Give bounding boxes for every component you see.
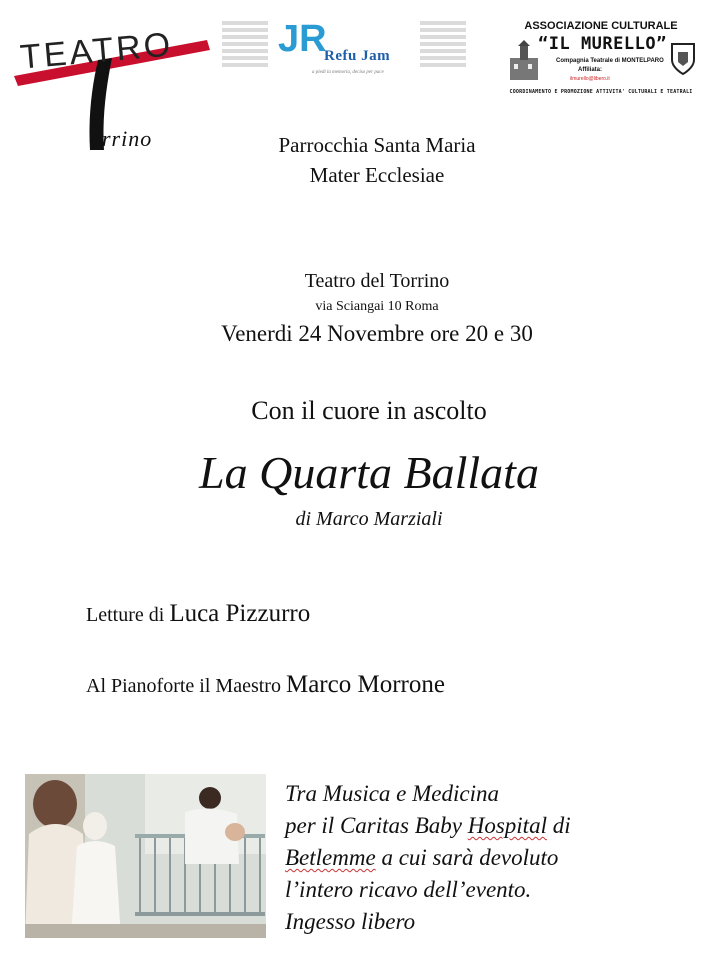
murello-title: “IL MURELLO” bbox=[538, 34, 667, 54]
refu-monogram: JR bbox=[278, 18, 327, 60]
charity-line-3: Betlemme a cui sarà devoluto bbox=[285, 845, 559, 870]
hospital-scene-illustration bbox=[25, 774, 266, 938]
readings-credit bbox=[86, 600, 310, 628]
charity-line-4: l’intero ricavo dell’evento. bbox=[285, 877, 532, 902]
murello-footer: COORDINAMENTO E PROMOZIONE ATTIVITA' CULTURALI E TEATRALI bbox=[509, 89, 693, 95]
show-author: di Marco Marziali bbox=[295, 508, 443, 530]
piano-name: Marco Morrone bbox=[285, 671, 445, 698]
organizer bbox=[18, 130, 718, 190]
charity-line-5: Ingesso libero bbox=[285, 909, 416, 934]
torrino-word: orrino bbox=[90, 126, 153, 151]
faded-sponsor-text bbox=[222, 18, 268, 80]
murello-company: Compagnia Teatrale di MONTELPARO bbox=[556, 58, 664, 64]
faded-sponsor-text bbox=[420, 18, 466, 80]
il-murello-logo bbox=[494, 20, 708, 102]
organizer-line-1: Parrocchia Santa Maria bbox=[278, 133, 476, 157]
charity-note bbox=[285, 778, 571, 938]
show-subtitle: Con il cuore in ascolto bbox=[251, 396, 487, 425]
organizer-line-2: Mater Ecclesiae bbox=[309, 163, 445, 187]
town-icon bbox=[508, 40, 540, 82]
piano-credit bbox=[86, 671, 445, 699]
readings-name: Luca Pizzurro bbox=[169, 600, 311, 627]
murello-association: ASSOCIAZIONE CULTURALE bbox=[524, 20, 678, 32]
teatro-word: TEATRO bbox=[18, 25, 175, 77]
murello-affiliate: Affiliata: bbox=[578, 67, 602, 73]
show-title: La Quarta Ballata bbox=[199, 447, 539, 498]
refu-name: Refu Jam bbox=[324, 48, 391, 64]
refu-tagline: a piedi la memoria, deciso per pace bbox=[312, 70, 384, 75]
murello-email: ilmurello@libero.it bbox=[570, 76, 610, 82]
refu-jam-logo bbox=[272, 18, 422, 80]
piano-prefix: Al Pianoforte il Maestro bbox=[86, 675, 286, 697]
hospital-photo bbox=[25, 774, 266, 938]
event-datetime: Venerdi 24 Novembre ore 20 e 30 bbox=[221, 321, 533, 346]
venue-name: Teatro del Torrino bbox=[304, 270, 450, 292]
spellcheck-word-hospital: Hospital bbox=[467, 813, 547, 838]
charity-line-2: per il Caritas Baby Hospital di bbox=[285, 813, 571, 838]
charity-line-1: Tra Musica e Medicina bbox=[285, 781, 499, 806]
spellcheck-word-betlemme: Betlemme bbox=[285, 845, 376, 870]
readings-prefix: Letture di bbox=[86, 604, 170, 626]
shield-icon bbox=[670, 42, 696, 76]
venue-address: via Sciangai 10 Roma bbox=[315, 299, 439, 314]
